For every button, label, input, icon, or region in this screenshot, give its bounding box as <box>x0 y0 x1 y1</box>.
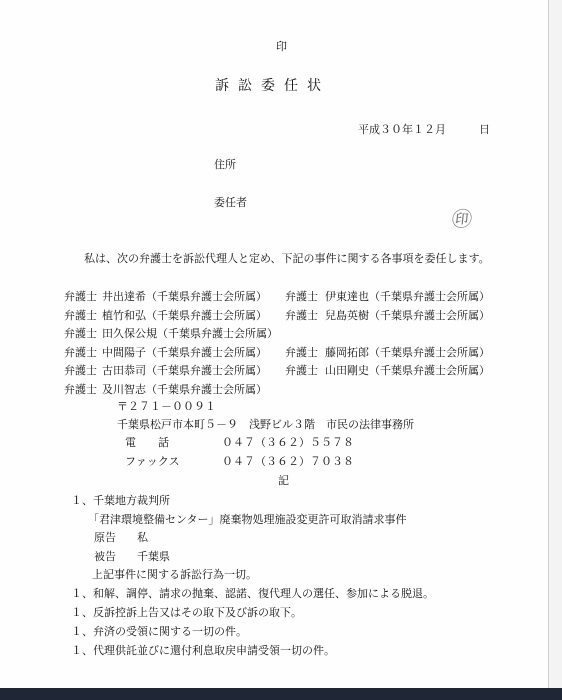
lawyer-role: 弁護士 <box>285 345 318 359</box>
item-court: １、千葉地方裁判所 <box>71 494 170 507</box>
lawyer-role: 弁護士 <box>285 290 318 303</box>
ki-mark: 記 <box>278 474 289 487</box>
office-postal: 〒２７１－００９１ <box>117 400 216 413</box>
lawyer-role: 弁護士 <box>285 308 318 322</box>
date-line: 平成３０年１２月 日 <box>358 123 490 136</box>
lawyer-name: 井出達希（千葉県弁護士会所属） <box>102 290 267 303</box>
item-deposit: １、代理供託並びに還付利息取戻申請受領一切の件。 <box>71 644 335 657</box>
plaintiff-value: 私 <box>137 531 148 544</box>
lawyer-name: 及川智志（千葉県弁護士会所属） <box>102 382 267 396</box>
phone-number: ０４７（３６２）５５７８ <box>222 436 354 449</box>
seal-mark: ㊞ <box>450 207 474 231</box>
lawyer-name: 中間陽子（千葉県弁護士会所属） <box>102 345 267 359</box>
fax-number: ０４７（３６２）７０３８ <box>222 455 354 468</box>
page-edge <box>549 0 562 688</box>
lawyer-name: 伊東達也（千葉県弁護士会所属） <box>325 290 490 303</box>
phone-label: 電 話 <box>125 436 169 449</box>
defendant-value: 千葉県 <box>137 550 170 563</box>
lawyer-role: 弁護士 <box>64 382 97 396</box>
lawyer-role: 弁護士 <box>64 327 97 340</box>
lawyer-role: 弁護士 <box>64 345 97 359</box>
lawyer-role: 弁護士 <box>64 308 97 322</box>
item-appeal: １、反訴控訴上告又はその取下及び訴の取下。 <box>71 606 302 619</box>
office-address: 千葉県松戸市本町５－９ 浅野ビル３階 市民の法律事務所 <box>117 418 414 431</box>
document-title: 訴訟委任状 <box>215 78 330 94</box>
lawyer-name: 山田剛史（千葉県弁護士会所属） <box>325 364 490 377</box>
stamp-mark: 印 <box>276 40 287 53</box>
item-acts: 上記事件に関する訴訟行為一切。 <box>92 568 257 581</box>
address-label: 住所 <box>214 158 236 171</box>
defendant-label: 被告 <box>94 550 116 563</box>
lawyer-role: 弁護士 <box>64 290 97 303</box>
lawyer-role: 弁護士 <box>64 364 97 377</box>
lawyer-name: 田久保公規（千葉県弁護士会所属） <box>102 327 278 340</box>
lawyer-name: 植竹和弘（千葉県弁護士会所属） <box>102 308 267 322</box>
item-payment: １、弁済の受領に関する一切の件。 <box>71 625 247 638</box>
principal-label: 委任者 <box>214 196 247 209</box>
lawyer-name: 藤岡拓郎（千葉県弁護士会所属） <box>325 345 490 359</box>
viewer-bottom-bar <box>0 688 562 700</box>
plaintiff-label: 原告 <box>94 531 116 544</box>
fax-label: ファックス <box>125 455 180 468</box>
item-settlement: １、和解、調停、請求の抛棄、認諾、復代理人の選任、参加による脱退。 <box>71 587 434 600</box>
intro-text: 私は、次の弁護士を訴訟代理人と定め、下記の事件に関する各事項を委任します。 <box>84 252 490 265</box>
lawyer-name: 兒島英樹（千葉県弁護士会所属） <box>325 308 490 322</box>
item-case: 「君津環境整備センター」廃棄物処理施設変更許可取消請求事件 <box>88 513 407 526</box>
lawyer-name: 古田恭司（千葉県弁護士会所属） <box>102 364 267 377</box>
lawyer-role: 弁護士 <box>285 364 318 377</box>
